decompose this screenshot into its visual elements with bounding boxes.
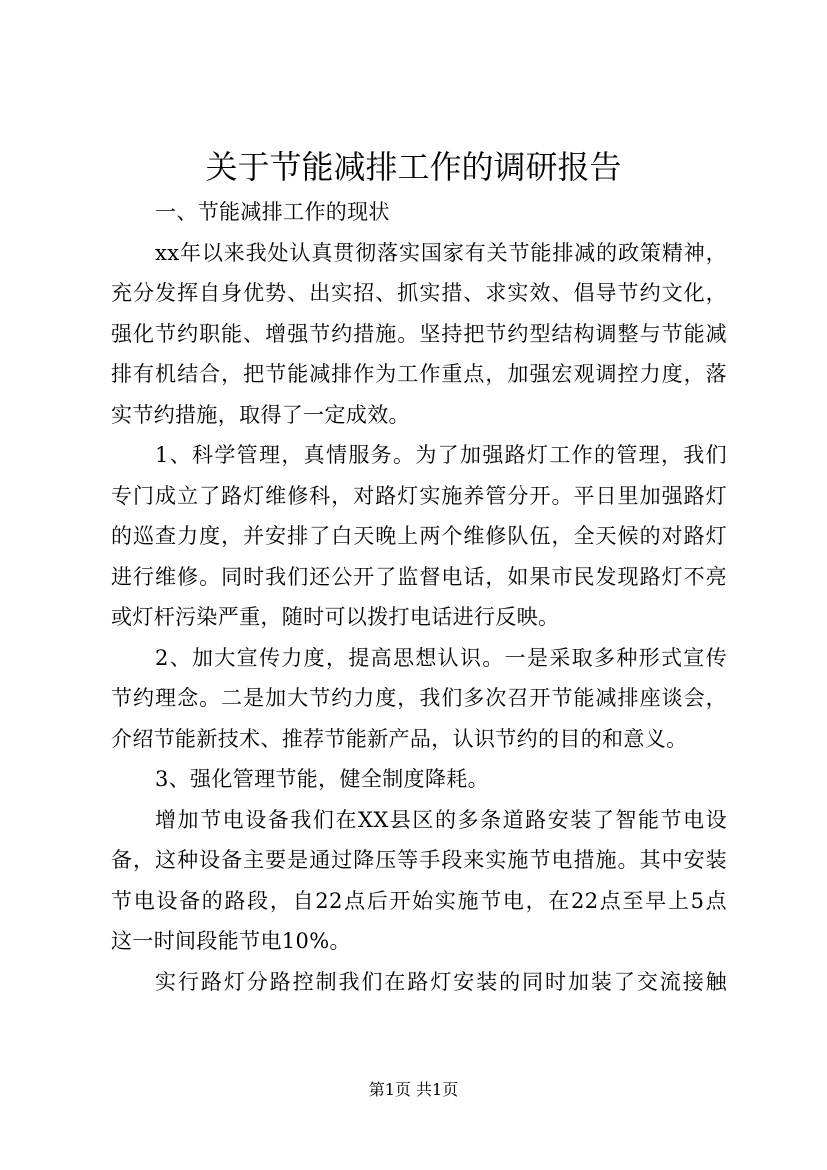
paragraph-line: 介绍节能新技术、推荐节能新产品，认识节约的目的和意义。 bbox=[111, 726, 688, 751]
paragraph-line: 1、科学管理，真情服务。为了加强路灯工作的管理，我们 bbox=[155, 443, 727, 467]
paragraph-line: 实行路灯分路控制我们在路灯安装的同时加装了交流接触 bbox=[155, 969, 727, 994]
page-footer: 第1页 共1页 bbox=[368, 1080, 459, 1099]
document-body bbox=[111, 192, 727, 1002]
paragraph-line: 排有机结合，把节能减排作为工作重点，加强宏观调控力度，落 bbox=[111, 362, 727, 386]
paragraph-line: 强化节约职能、增强节约措施。坚持把节约型结构调整与节能减 bbox=[111, 321, 727, 346]
paragraph-line: 的巡查力度，并安排了白天晚上两个维修队伍，全天候的对路灯 bbox=[111, 524, 727, 548]
paragraph-line: 充分发挥自身优势、出实招、抓实措、求实效、倡导节约文化， bbox=[111, 281, 727, 305]
document-title: 关于节能减排工作的调研报告 bbox=[205, 148, 622, 186]
paragraph-line: 专门成立了路灯维修科，对路灯实施养管分开。平日里加强路灯 bbox=[111, 483, 727, 508]
paragraph-line: 进行维修。同时我们还公开了监督电话，如果市民发现路灯不亮 bbox=[111, 564, 727, 589]
paragraph-line: 节约理念。二是加大节约力度，我们多次召开节能减排座谈会， bbox=[111, 686, 727, 710]
paragraph-line: 这一时间段能节电10%。 bbox=[111, 929, 351, 953]
paragraph-line: 实节约措施，取得了一定成效。 bbox=[111, 402, 410, 427]
section-heading: 3、强化管理节能，健全制度降耗。 bbox=[155, 767, 489, 791]
paragraph-line: 节电设备的路段，自22点后开始实施节电，在22点至早上5点 bbox=[111, 888, 727, 913]
section-heading: 一、节能减排工作的现状 bbox=[155, 200, 390, 224]
paragraph-line: xx年以来我处认真贯彻落实国家有关节能排减的政策精神， bbox=[155, 240, 727, 265]
paragraph-line: 或灯杆污染严重，随时可以拨打电话进行反映。 bbox=[111, 605, 560, 629]
paragraph-line: 2、加大宣传力度，提高思想认识。一是采取多种形式宣传 bbox=[155, 645, 727, 670]
paragraph-line: 增加节电设备我们在XX县区的多条道路安装了智能节电设 bbox=[155, 807, 727, 832]
paragraph-line: 备，这种设备主要是通过降压等手段来实施节电措施。其中安装 bbox=[111, 848, 727, 872]
